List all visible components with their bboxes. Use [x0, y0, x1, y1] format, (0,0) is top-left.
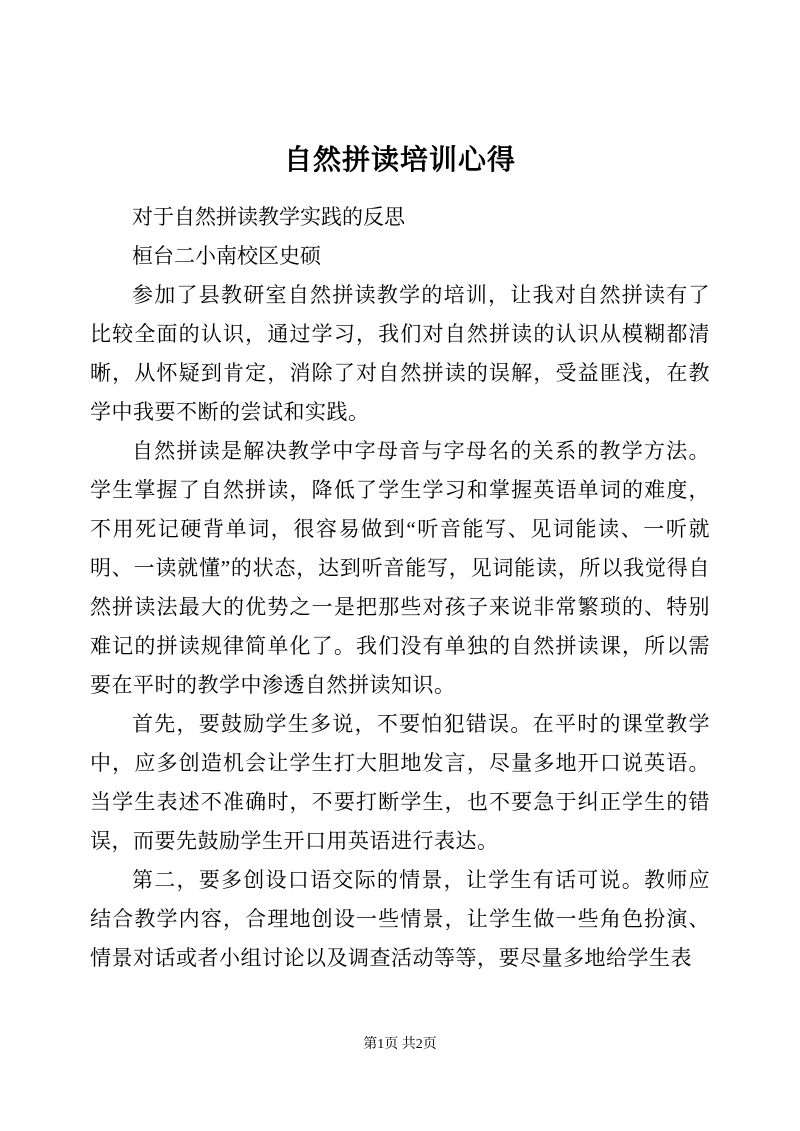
- document-subtitle: 对于自然拼读教学实践的反思: [132, 205, 405, 229]
- paragraph-4: 第二，要多创设口语交际的情景，让学生有话可说。教师应结合教学内容，合理地创设一些情景，让学生做一些角色扮演、情景对话或者小组讨论以及调查活动等等，要尽量多地给学生表: [90, 868, 710, 970]
- page-number-footer: 第1页 共2页: [363, 1037, 437, 1052]
- paragraph-2: 自然拼读是解决教学中字母音与字母名的关系的教学方法。学生掌握了自然拼读，降低了学生学习和掌握英语单词的难度，不用死记硬背单词，很容易做到“听音能写、见词能读、一听就明、一读就懂”的状态，达到听音能写，见词能读，所以我觉得自然拼读法最大的优势之一是把那些对孩子来说非常繁琐的、特别难记的拼读规律简单化了。我们没有单独的自然拼读课，所以需要在平时的教学中渗透自然拼读知识。: [90, 439, 710, 697]
- document-title: 自然拼读培训心得: [283, 145, 516, 176]
- paragraph-1: 参加了县教研室自然拼读教学的培训，让我对自然拼读有了比较全面的认识，通过学习，我们对自然拼读的认识从模糊都清晰，从怀疑到肯定，消除了对自然拼读的误解，受益匪浅，在教学中我要不断的尝试和实践。: [90, 283, 710, 424]
- paragraph-3: 首先，要鼓励学生多说，不要怕犯错误。在平时的课堂教学中，应多创造机会让学生打大胆地发言，尽量多地开口说英语。当学生表述不准确时，不要打断学生，也不要急于纠正学生的错误，而要先鼓励学生开口用英语进行表达。: [90, 712, 710, 853]
- document-author: 桓台二小南校区史硕: [132, 244, 321, 268]
